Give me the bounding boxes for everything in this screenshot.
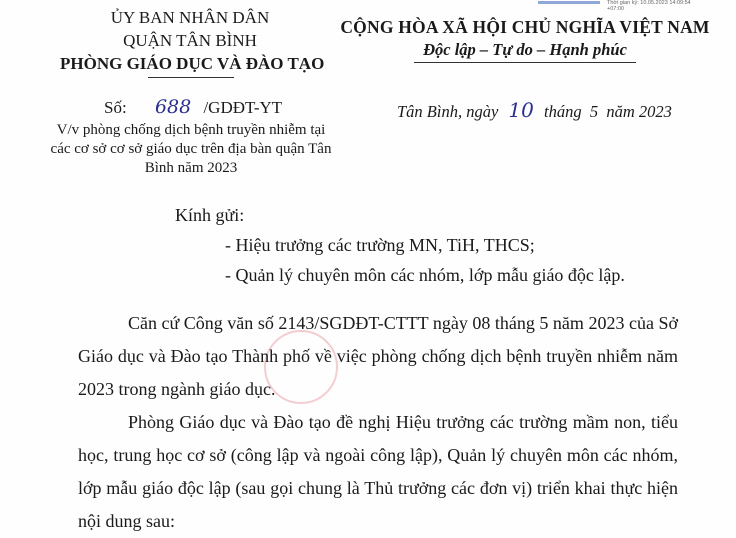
national-title: CỘNG HÒA XÃ HỘI CHỦ NGHĨA VIỆT NAM: [340, 17, 710, 37]
document-subject: V/v phòng chống dịch bệnh truyền nhiễm tại các cơ sở cơ sở giáo dục trên địa bàn quận Tân Bình năm 2023: [50, 122, 332, 176]
recipient-item: - Hiệu trưởng các trường MN, TiH, THCS;: [225, 235, 535, 255]
org-line-committee: ỦY BAN NHÂN DÂN: [110, 8, 270, 27]
org-line-district: QUẬN TÂN BÌNH: [123, 31, 257, 50]
date-month-year: tháng 5 năm 2023: [544, 102, 672, 121]
document-number: [104, 96, 282, 118]
body-paragraph: Căn cứ Công văn số 2143/SGDĐT-CTTT ngày 08 tháng 5 năm 2023 của Sở Giáo dục và Đào tạo Thành phố về việc phòng chống dịch bệnh truyền nhiễm năm 2023 trong ngành giáo dục.: [78, 313, 678, 399]
motto-underline: [414, 62, 636, 63]
national-motto: Độc lập – Tự do – Hạnh phúc: [423, 40, 627, 59]
document-number-handwritten: 688: [154, 96, 192, 118]
digital-signature-mark: [538, 1, 600, 4]
date-place: Tân Bình, ngày: [397, 102, 499, 121]
recipients-greeting: Kính gửi:: [175, 205, 245, 225]
document-number-prefix: Số:: [104, 98, 127, 117]
date-day-handwritten: 10: [508, 98, 534, 122]
org-underline: [148, 77, 234, 78]
recipient-item: - Quản lý chuyên môn các nhóm, lớp mẫu giáo độc lập.: [225, 265, 625, 285]
document-date: [397, 98, 672, 122]
org-line-department: PHÒNG GIÁO DỤC VÀ ĐÀO TẠO: [60, 54, 325, 73]
signature-timestamp: Thời gian ký: 10.05.2023 14:09:54 +07:00: [607, 0, 691, 12]
document-number-suffix: /GDĐT-YT: [203, 98, 283, 117]
body-paragraph: Phòng Giáo dục và Đào tạo đề nghị Hiệu trưởng các trường mầm non, tiểu học, trung học cơ sở (công lập và ngoài công lập), Quản lý chuyên môn các nhóm, lớp mẫu giáo độc lập (sau gọi chung là Thủ trưởng các đơn vị) triển khai thực hiện nội dung sau:: [78, 412, 678, 531]
